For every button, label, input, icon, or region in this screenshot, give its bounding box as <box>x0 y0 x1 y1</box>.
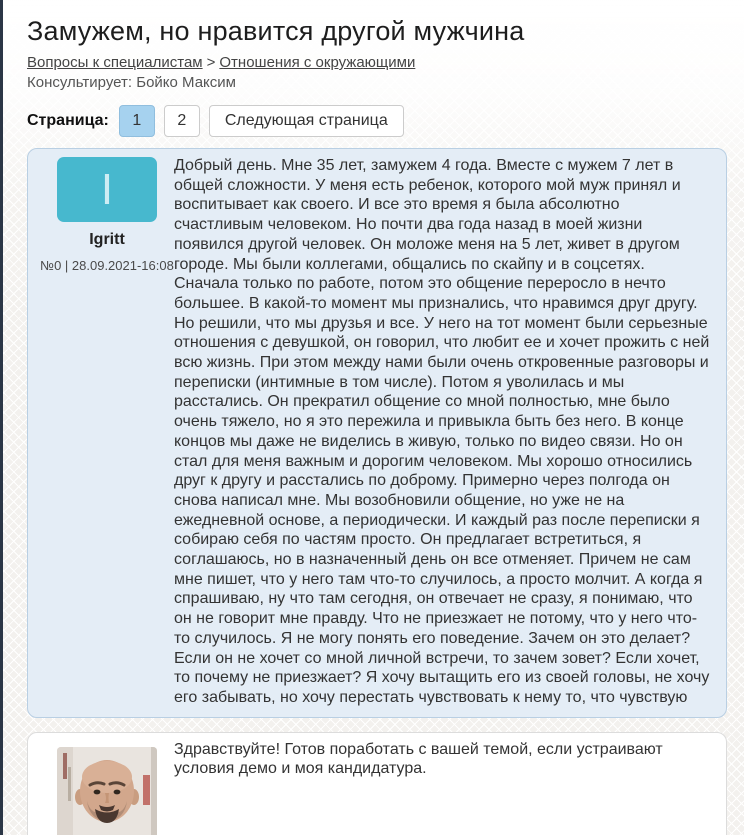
consultant-avatar-photo[interactable] <box>57 747 157 835</box>
breadcrumb-link-relationships[interactable]: Отношения с окружающими <box>219 54 416 71</box>
page-button-2[interactable]: 2 <box>164 105 200 137</box>
consultant-line: Консультирует: Бойко Максим <box>27 74 236 91</box>
pagination-label: Страница: <box>27 112 109 129</box>
question-post <box>27 148 727 718</box>
page-title: Замужем, но нравится другой мужчина <box>27 16 525 46</box>
username-link[interactable]: Igritt <box>89 231 125 248</box>
question-author-panel <box>40 154 174 708</box>
thread-header <box>27 16 733 91</box>
user-avatar[interactable] <box>57 157 157 222</box>
answer-text: Здравствуйте! Готов поработать с вашей темой, если устраивают условия демо и моя кандидатура. <box>174 740 663 778</box>
breadcrumb <box>27 54 733 71</box>
breadcrumb-separator: > <box>206 54 216 71</box>
page-button-1[interactable]: 1 <box>119 105 155 137</box>
answer-post <box>27 732 727 835</box>
answer-author-panel <box>40 738 174 835</box>
post-number-and-date: №0 | 28.09.2021-16:08 <box>40 258 174 273</box>
question-text: Добрый день. Мне 35 лет, замужем 4 года. Вместе с мужем 7 лет в общей сложности. У меня есть ребенок, которого мой муж принял и воспитывает как своего. И все это время я была абсолютно счастливым человеком. Но почти два года назад в моей жизни появился другой человек. Он моложе меня на 5 лет, живет в другом городе. Мы были коллегами, общались по скайпу и в соцсетях. Сначала только по работе, потом это общение переросло в нечто большее. В какой-то момент мы признались, что нравимся друг другу. Но решили, что мы друзья и все. У него на тот момент были серьезные отношения с девушкой, он говорил, что любит ее и хочет прожить с ней всю жизнь. При этом между нами были очень откровенные разговоры и переписки (интимные в том числе). Потом я уволилась и мы расстались. Он прекратил общение со мной полностью, мне было очень тяжело, но я это пережила и привыкла быть без него. В конце концов мы даже не виделись в живую, только по видео связи. Но он стал для меня важным и дорогим человеком. Мы хорошо относились друг к другу и расстались по доброму. Примерно через полгода он снова написал мне. Мы возобновили общение, но уже не на ежедневной основе, а периодически. И каждый раз после переписки я собираю себя по частям просто. Он предлагает встретиться, я соглашаюсь, но в назначенный день он все отменяет. Причем не сам мне пишет, что у него там что-то случилось, а просто молчит. А когда я спрашиваю, ну что там сегодня, он отвечает не сразу, я понимаю, что он не говорит мне правду. Что не приезжает не потому, что у него что-то случилось. Я не могу понять его поведение. Зачем он это делает? Если он не хочет со мной личной встречи, то зачем зовет? Если хочет, то почему не приезжает? Я хочу вытащить его из своей головы, не хочу его забывать, но хочу перестать чувствовать к нему то, что чувствую <box>174 157 710 706</box>
window-edge <box>0 0 3 835</box>
consultant-photo-illustration <box>57 747 157 835</box>
user-avatar-letter: I <box>100 164 114 214</box>
breadcrumb-link-questions[interactable]: Вопросы к специалистам <box>27 54 203 71</box>
pagination <box>27 105 733 137</box>
next-page-button[interactable]: Следующая страница <box>209 105 404 137</box>
